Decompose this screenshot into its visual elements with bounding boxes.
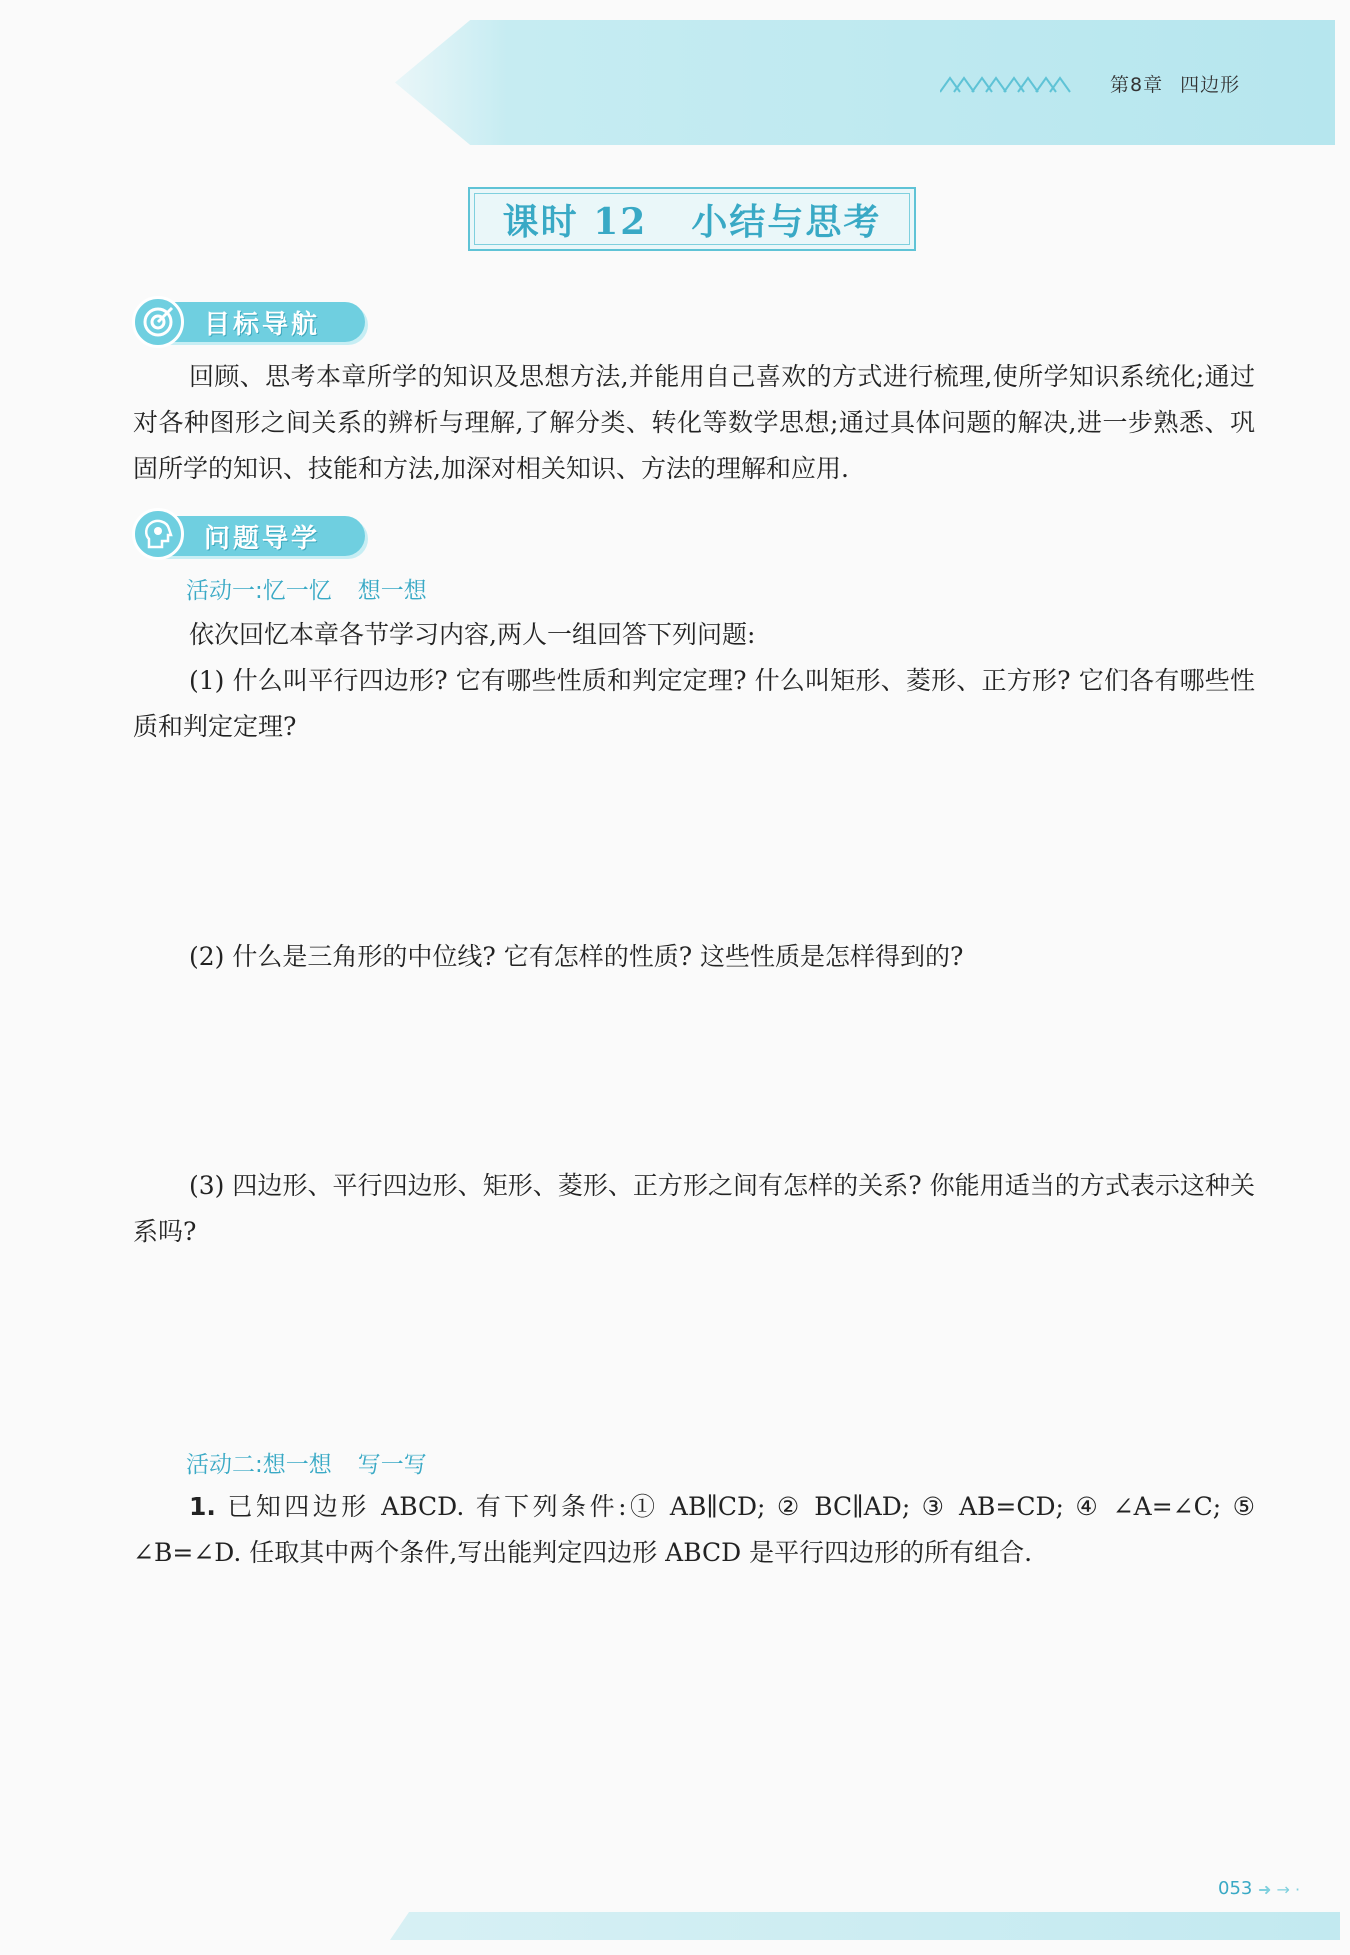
chapter-title: 四边形	[1180, 74, 1241, 96]
activity-one-title-a: 活动一:忆一忆	[186, 578, 332, 604]
activity-two-title-b: 写一写	[357, 1452, 427, 1478]
target-icon	[132, 296, 184, 348]
questions-label: 问题导学	[204, 524, 321, 554]
question-2: (2) 什么是三角形的中位线? 它有怎样的性质? 这些性质是怎样得到的?	[189, 942, 964, 971]
question-3: (3) 四边形、平行四边形、矩形、菱形、正方形之间有怎样的关系? 你能用适当的方式表示这种关系吗?	[133, 1171, 1255, 1246]
problem-1-text: 已知四边形 ABCD. 有下列条件:① AB∥CD; ② BC∥AD; ③ AB=CD; ④ ∠A=∠C; ⑤ ∠B=∠D. 任取其中两个条件,写出能判定四边形 ABCD 是平行四边形的所有组合.	[133, 1492, 1255, 1567]
footer-band	[390, 1912, 1340, 1940]
goal-text: 回顾、思考本章所学的知识及思想方法,并能用自己喜欢的方式进行梳理,使所学知识系统化;通过对各种图形之间关系的辨析与理解,了解分类、转化等数学思想;通过具体问题的解决,进一步熟悉、巩固所学的知识、技能和方法,加深对相关知识、方法的理解和应用.	[133, 362, 1255, 483]
activity-two-title-a: 活动二:想一想	[186, 1452, 332, 1478]
activity-two-title	[186, 1446, 453, 1479]
chapter-number: 第8章	[1110, 74, 1164, 96]
problem-1-number: 1.	[189, 1492, 216, 1521]
mountain-decoration-icon	[940, 74, 1085, 94]
activity-one-title	[186, 572, 453, 605]
activity-one-title-b: 想一想	[357, 578, 427, 604]
lesson-name: 小结与思考	[691, 200, 882, 243]
goal-label: 目标导航	[204, 310, 321, 340]
head-gear-icon	[132, 508, 184, 560]
question-1: (1) 什么叫平行四边形? 它有哪些性质和判定定理? 什么叫矩形、菱形、正方形? 它们各有哪些性质和判定定理?	[133, 666, 1255, 741]
chapter-label	[1110, 70, 1240, 97]
lesson-number: 课时 12	[502, 200, 648, 243]
page-arrows: ➜ → ·	[1258, 1880, 1301, 1899]
lesson-title-box	[468, 187, 916, 251]
problem-1	[133, 1484, 1255, 1576]
activity-one-intro: 依次回忆本章各节学习内容,两人一组回答下列问题:	[189, 620, 756, 649]
page-number: 053	[1218, 1878, 1253, 1899]
